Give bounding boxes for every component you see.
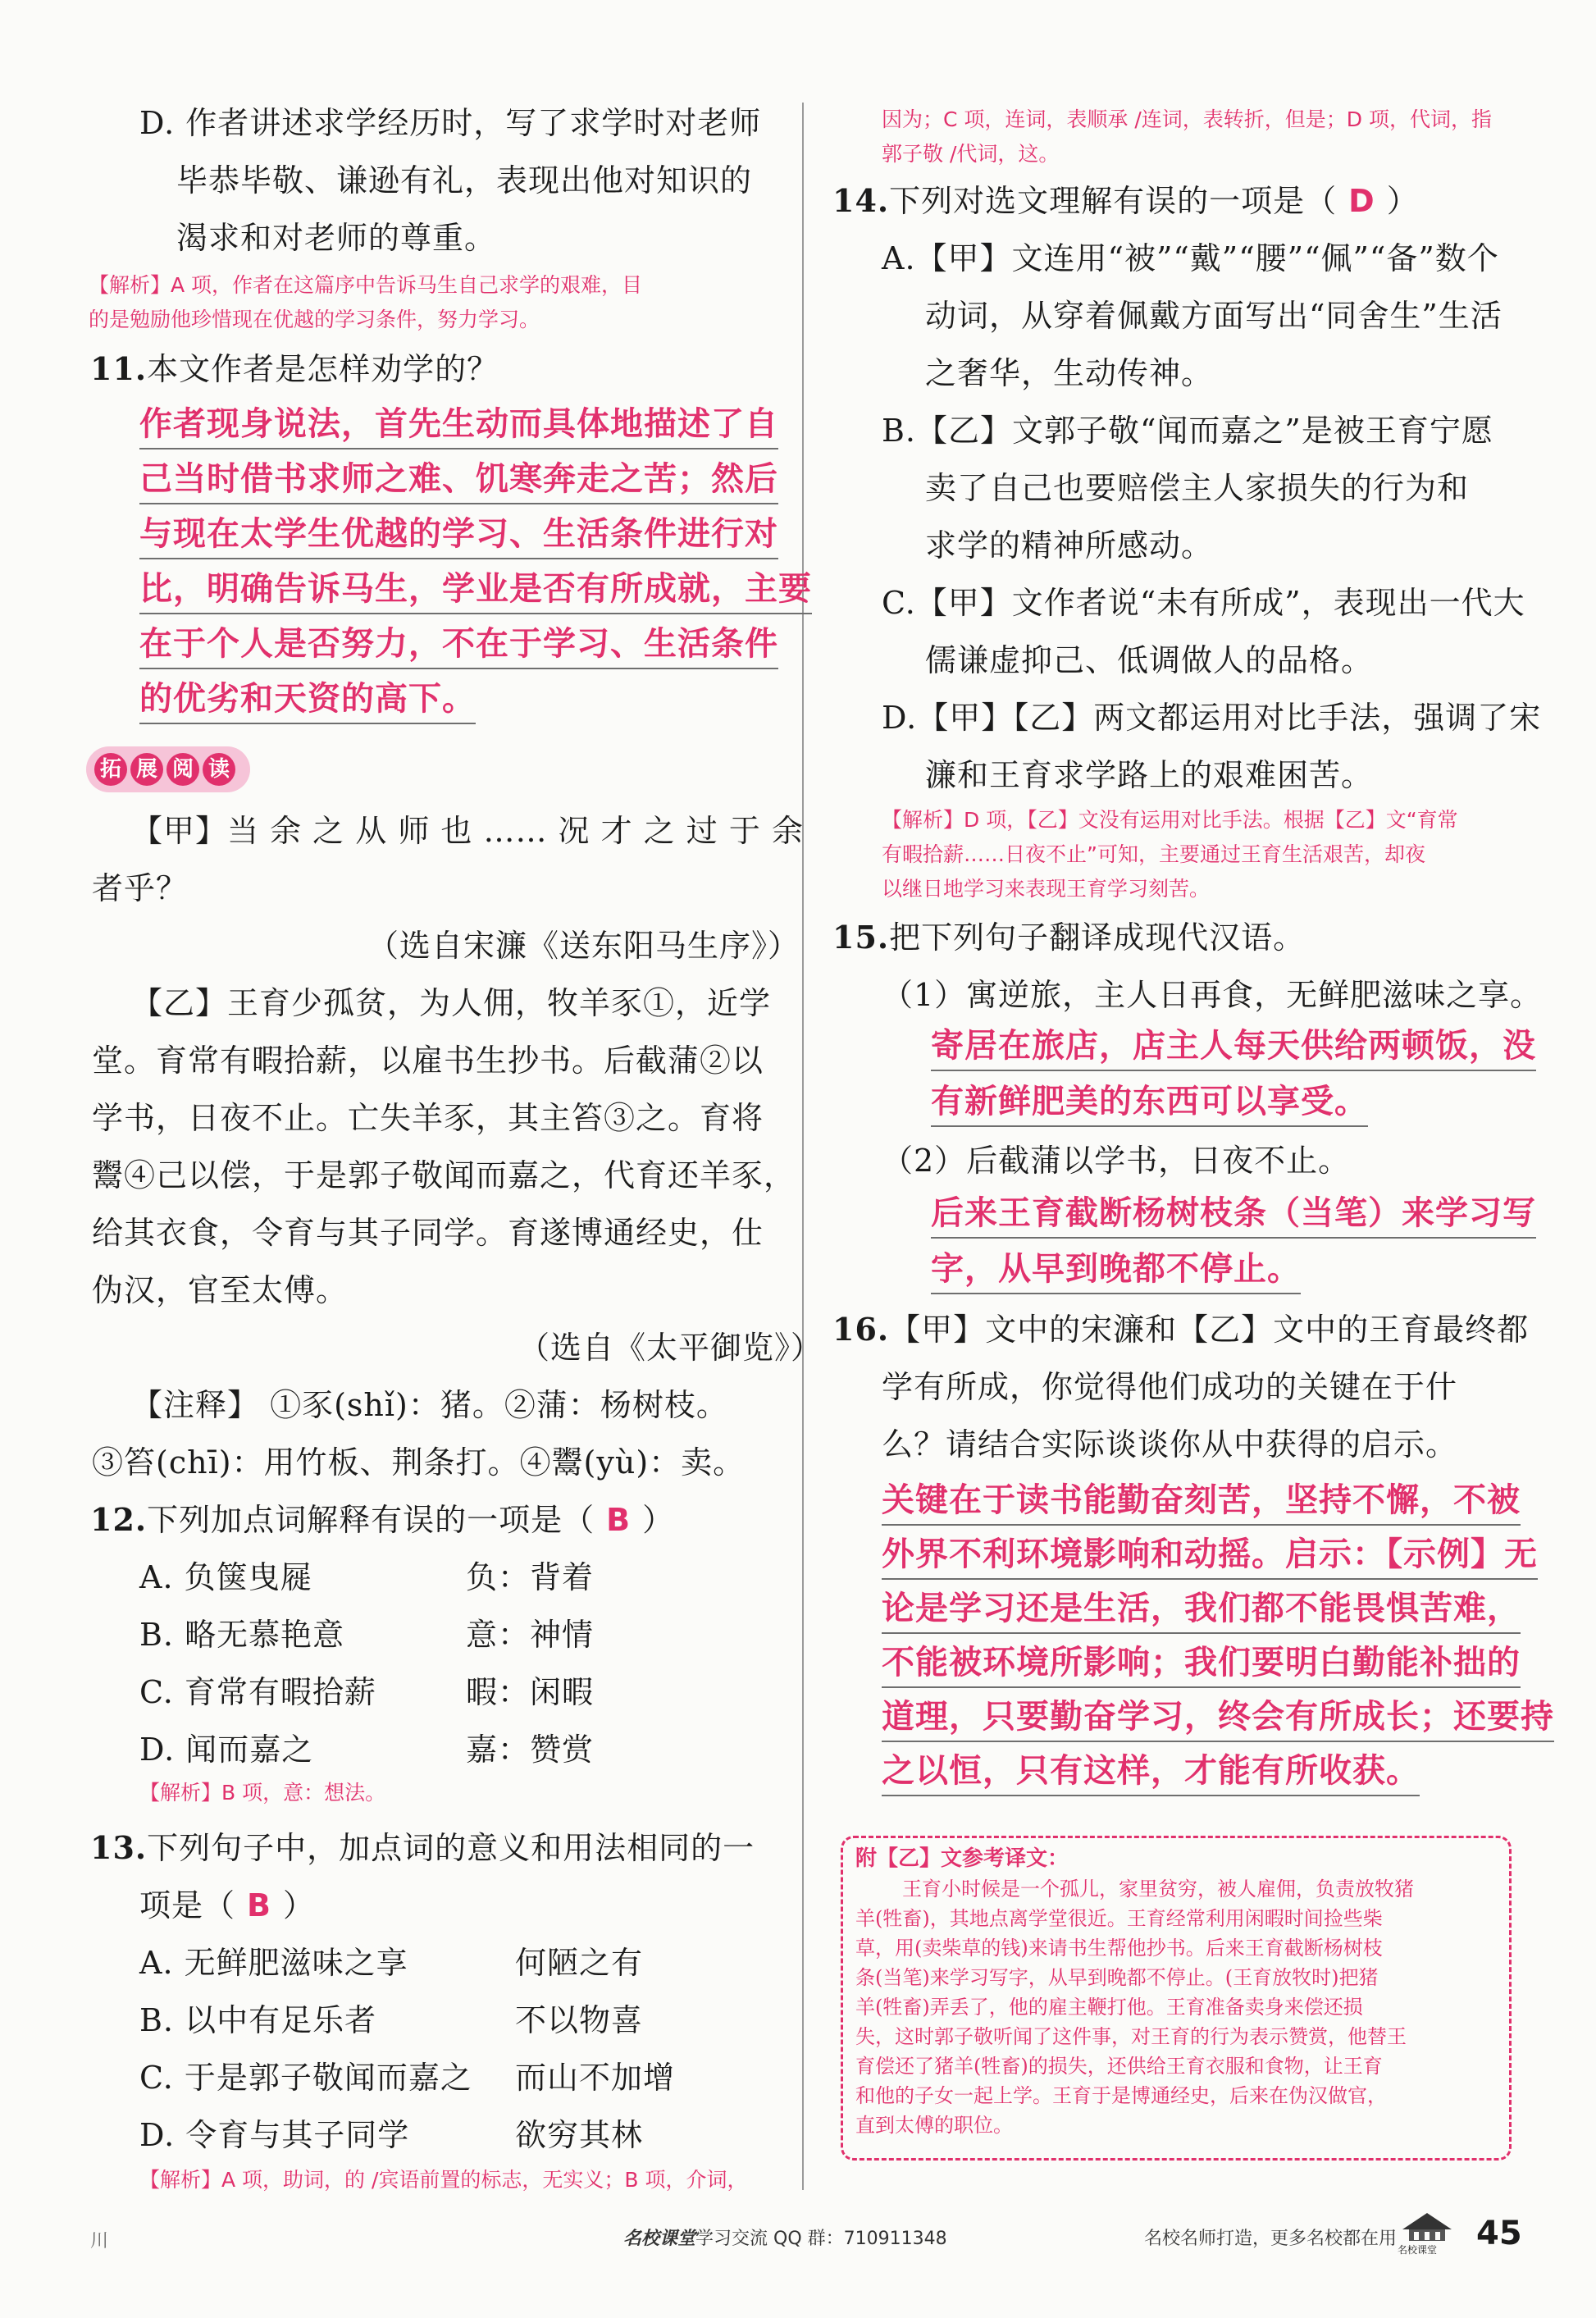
notes-line2: ③笞(chī)：用竹板、荆条打。④鬻(yù)：卖。: [92, 1444, 746, 1481]
reference-line1: 王育小时候是一个孤儿，家里贫穷，被人雇佣，负责放牧猪: [902, 1878, 1414, 1900]
passage-yi-line5: 给其衣食，令育与其子同学。育遂博通经史，仕: [92, 1215, 764, 1251]
passage-yi-line4: 鬻④己以偿，于是郭子敬闻而嘉之，代育还羊豕，: [92, 1157, 796, 1193]
q14-answer: D: [1348, 183, 1375, 219]
q13-close: ）: [282, 1887, 315, 1923]
q12-option-c: C. 育常有暇拾薪: [139, 1674, 376, 1710]
q15-number: 15.: [832, 919, 890, 956]
q12-text: 下列加点词解释有误的一项是（: [147, 1502, 595, 1538]
q16-answer-line4: 不能被环境所影响；我们要明白勤能补拙的: [882, 1640, 1521, 1688]
q13-option-a-compare: 何陋之有: [515, 1945, 644, 1981]
q11-answer-line2: 己当时借书求师之难、饥寒奔走之苦；然后: [139, 457, 778, 504]
q16-answer-line1: 关键在于读书能勤奋刻苦，坚持不懈，不被: [882, 1478, 1521, 1526]
passage-jia-line2: 者乎？: [92, 870, 189, 906]
q15-sub1-answer-line2: 有新鲜肥美的东西可以享受。: [931, 1079, 1368, 1127]
passage-jia-source: （选自宋濂《送东阳马生序》）: [367, 928, 800, 964]
q12-option-c-meaning: 暇：闲暇: [466, 1674, 595, 1710]
reference-translation-title: 附【乙】文参考译文：: [855, 1846, 1069, 1871]
q10-explanation-line2: 的是勉励他珍惜现在优越的学习条件，努力学习。: [89, 308, 540, 331]
q12-number: 12.: [90, 1501, 148, 1538]
reference-line4: 条(当笔)来学习写字，从早到晚都不停止。(王育放牧时)把猪: [855, 1966, 1379, 1989]
q11-answer-line4: 比，明确告诉马生，学业是否有所成就，主要: [139, 567, 812, 614]
q16-answer-line2: 外界不利环境影响和动摇。启示：【示例】无: [882, 1532, 1538, 1580]
q13-text-line1: 下列句子中，加点词的意义和用法相同的一: [147, 1830, 755, 1866]
q14-option-c-line2: 儒谦虚抑己、低调做人的品格。: [925, 642, 1374, 678]
q15-sub1-answer-line1: 寄居在旅店，店主人每天供给两顿饭，没: [931, 1024, 1536, 1071]
q13-explanation: 【解析】A 项，助词，的 /宾语前置的标志，无实义；B 项，介词，: [139, 2168, 748, 2192]
reference-line7: 育偿还了猪羊(牲畜)的损失，还供给王育衣服和食物，让王育: [855, 2055, 1383, 2078]
q16-question-line1: [832, 1309, 1529, 1350]
q13-option-b-compare: 不以物喜: [515, 2002, 644, 2038]
q12-answer: B: [606, 1502, 632, 1538]
q10-option-d-line3: 渴求和对老师的尊重。: [176, 220, 497, 256]
page-number: 45: [1476, 2215, 1522, 2252]
q14-option-d-line1: D.【甲】【乙】两文都运用对比手法，强调了宋: [882, 700, 1542, 736]
q10-option-d-line1: D. 作者讲述求学经历时，写了求学时对老师: [139, 105, 762, 141]
q16-text-line1: 【甲】文中的宋濂和【乙】文中的王育最终都: [889, 1312, 1530, 1348]
q13-explanation-cont-line1: 因为；C 项，连词，表顺承 /连词，表转折，但是；D 项，代词，指: [882, 107, 1492, 131]
q14-option-b-line3: 求学的精神所感动。: [925, 527, 1214, 564]
q11-answer-line6: 的优劣和天资的高下。: [139, 677, 476, 724]
badge-char-2: 展: [130, 753, 163, 786]
badge-char-3: 阅: [166, 753, 199, 786]
q14-option-a-line2: 动词，从穿着佩戴方面写出“同舍生”生活: [925, 298, 1503, 334]
q13-question-line1: [90, 1827, 755, 1869]
q16-question-line3: 么？请结合实际谈谈你从中获得的启示。: [882, 1426, 1458, 1462]
q15-sub2-answer-line2: 字，从早到晚都不停止。: [931, 1247, 1301, 1294]
q14-explanation-line2: 有暇拾薪……日夜不止”可知，主要通过王育生活艰苦，却夜: [882, 842, 1425, 866]
q14-option-a-line1: A.【甲】文连用“被”“戴”“腰”“佩”“备”数个: [882, 240, 1499, 276]
q15-question: [832, 917, 1305, 958]
reference-line6: 失，这时郭子敬听闻了这件事，对王育的行为表示赞赏，他替王: [855, 2025, 1407, 2048]
q13-option-a: A. 无鲜肥滋味之享: [139, 1945, 408, 1981]
passage-jia-line1: 【甲】当 余 之 从 师 也 …… 况 才 之 过 于 余: [131, 813, 804, 849]
q13-explanation-cont-line2: 郭子敬 /代词，这。: [882, 142, 1060, 166]
notes-line1: 【注释】 ①豕(shǐ)：猪。②蒲：杨树枝。: [131, 1387, 728, 1423]
q11-answer-line1: 作者现身说法，首先生动而具体地描述了自: [139, 402, 778, 449]
q14-text: 下列对选文理解有误的一项是（: [889, 183, 1338, 219]
q14-option-b-line2: 卖了自己也要赔偿主人家损失的行为和: [925, 470, 1470, 506]
q12-option-a-meaning: 负：背着: [466, 1559, 595, 1595]
q13-answer: B: [247, 1887, 271, 1923]
q12-question: [90, 1499, 674, 1540]
q14-option-d-line2: 濂和王育求学路上的艰难困苦。: [925, 757, 1374, 793]
q13-option-b: B. 以中有足乐者: [139, 2002, 377, 2038]
q14-question: [832, 180, 1419, 221]
reference-line9: 直到太傅的职位。: [855, 2114, 1013, 2137]
q16-question-line2: 学有所成，你觉得他们成功的关键在于什: [882, 1369, 1458, 1405]
q14-close: ）: [1386, 183, 1419, 219]
q16-answer-line6: 之以恒，只有这样，才能有所收获。: [882, 1749, 1420, 1796]
q15-sub1: （1）寓逆旅，主人日再食，无鲜肥滋味之享。: [882, 977, 1543, 1013]
section-badge-extended-reading: [86, 746, 250, 792]
q12-option-d-meaning: 嘉：赞赏: [466, 1732, 595, 1768]
q15-text: 把下列句子翻译成现代汉语。: [889, 919, 1306, 956]
column-divider: [802, 103, 804, 2190]
q12-close: ）: [642, 1502, 675, 1538]
passage-yi-line2: 堂。育常有暇拾薪，以雇书生抄书。后截蒲②以: [92, 1043, 764, 1079]
passage-yi-line3: 学书，日夜不止。亡失羊豕，其主笞③之。育将: [92, 1100, 764, 1136]
q15-sub2: （2）后截蒲以学书，日夜不止。: [882, 1143, 1351, 1179]
q13-option-c: C. 于是郭子敬闻而嘉之: [139, 2060, 472, 2096]
reference-line5: 羊(牲畜)弄丢了，他的雇主鞭打他。王育准备卖身来偿还损: [855, 1996, 1363, 2019]
reference-line8: 和他的子女一起上学。王育于是博通经史，后来在伪汉做官，: [855, 2084, 1387, 2107]
q14-explanation-line1: 【解析】D 项，【乙】文没有运用对比手法。根据【乙】文“育常: [882, 808, 1458, 832]
reference-line2: 羊(牲畜)，其地点离学堂很近。王育经常利用闲暇时间捡些柴: [855, 1907, 1383, 1930]
q13-option-d: D. 令育与其子同学: [139, 2117, 410, 2153]
q12-option-d: D. 闻而嘉之: [139, 1732, 314, 1768]
q15-sub2-answer-line1: 后来王育截断杨树枝条（当笔）来学习写: [931, 1191, 1536, 1239]
q13-question-line2: [139, 1885, 315, 1926]
q11-text: 本文作者是怎样劝学的？: [147, 351, 499, 387]
q10-explanation-line1: 【解析】A 项，作者在这篇序中告诉马生自己求学的艰难，目: [89, 273, 643, 297]
brand-logo-icon: [1394, 2205, 1460, 2254]
q14-option-a-line3: 之奢华，生动传神。: [925, 355, 1214, 391]
q10-option-d-line2: 毕恭毕敬、谦逊有礼，表现出他对知识的: [176, 162, 753, 198]
q12-explanation: 【解析】B 项，意：想法。: [139, 1781, 386, 1805]
q11-answer-line5: 在于个人是否努力，不在于学习、生活条件: [139, 622, 778, 669]
footer-region-mark: 川: [90, 2231, 109, 2252]
logo-caption: 名校课堂: [1398, 2244, 1438, 2256]
q16-answer-line5: 道理，只要勤奋学习，终会有所成长；还要持: [882, 1695, 1554, 1742]
passage-yi-source: （选自《太平御览》）: [518, 1330, 823, 1366]
q14-option-b-line1: B.【乙】文郭子敬“闻而嘉之”是被王育宁愿: [882, 413, 1493, 449]
q13-number: 13.: [90, 1829, 148, 1866]
q13-text-line2: 项是（: [139, 1887, 236, 1923]
q16-answer-line3: 论是学习还是生活，我们都不能畏惧苦难，: [882, 1586, 1521, 1634]
q11-number: 11.: [90, 350, 148, 387]
passage-yi-line6: 伪汉，官至太傅。: [92, 1272, 349, 1308]
q11-question: [90, 349, 499, 390]
passage-yi-line1: 【乙】王育少孤贫，为人佣，牧羊豕①，近学: [131, 985, 772, 1021]
q16-number: 16.: [832, 1311, 890, 1348]
badge-char-1: 拓: [94, 753, 127, 786]
reference-line3: 草，用(卖柴草的钱)来请书生帮他抄书。后来王育截断杨树枝: [855, 1937, 1383, 1960]
q11-answer-line3: 与现在太学生优越的学习、生活条件进行对: [139, 512, 778, 559]
footer-center: [623, 2224, 947, 2250]
footer-qq-group: 学习交流 QQ 群：710911348: [695, 2229, 947, 2249]
q12-option-a: A. 负箧曳屣: [139, 1559, 312, 1595]
q13-option-c-compare: 而山不加增: [515, 2060, 676, 2096]
footer-slogan: 名校名师打造，更多名校都在用: [1144, 2229, 1398, 2249]
badge-char-4: 读: [203, 753, 235, 786]
q12-option-b-meaning: 意：神情: [466, 1617, 595, 1653]
q14-number: 14.: [832, 182, 890, 219]
q14-option-c-line1: C.【甲】文作者说“未有所成”，表现出一代大: [882, 585, 1525, 621]
q12-option-b: B. 略无慕艳意: [139, 1617, 345, 1653]
footer-brand: 名校课堂: [623, 2229, 696, 2249]
q14-explanation-line3: 以继日地学习来表现王育学习刻苦。: [882, 877, 1211, 901]
q13-option-d-compare: 欲穷其林: [515, 2117, 644, 2153]
